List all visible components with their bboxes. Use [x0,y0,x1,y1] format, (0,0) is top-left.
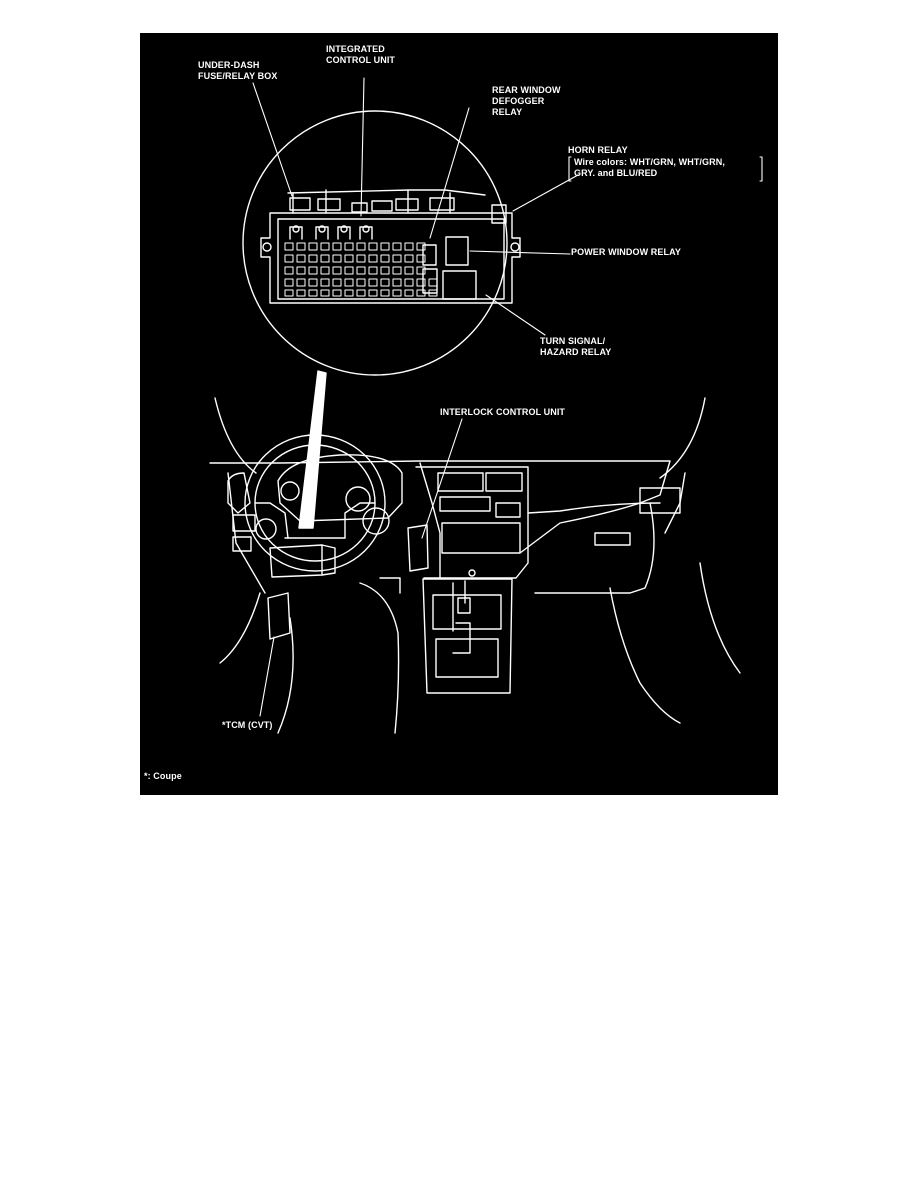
label-turn-signal-hazard-relay: TURN SIGNAL/ HAZARD RELAY [540,336,612,357]
magnifier-beam [299,371,326,528]
interlock-leader [422,419,462,538]
fuse-relay-box [261,190,520,303]
diagram-figure [140,33,778,795]
label-horn-wire-colors: Wire colors: WHT/GRN, WHT/GRN, GRY. and BLU/RED [574,157,725,178]
label-interlock-control-unit: INTERLOCK CONTROL UNIT [440,407,566,417]
label-horn-relay: HORN RELAY [568,145,628,155]
label-footnote-coupe: *: Coupe [144,771,182,781]
label-integrated-control-unit: INTEGRATED CONTROL UNIT [326,44,396,65]
tcm-leader [260,637,274,716]
label-under-dash-fuse-relay-box: UNDER-DASH FUSE/RELAY BOX [198,60,278,81]
dashboard [210,398,740,733]
label-power-window-relay: POWER WINDOW RELAY [571,247,681,257]
power-window-relay [446,237,468,265]
label-rear-window-defogger-relay: REAR WINDOW DEFOGGER RELAY [492,85,561,117]
tcm-unit [268,593,290,639]
turn-signal-hazard-relay [443,271,476,299]
label-tcm-cvt: *TCM (CVT) [222,720,273,730]
interlock-control-unit [408,525,428,571]
